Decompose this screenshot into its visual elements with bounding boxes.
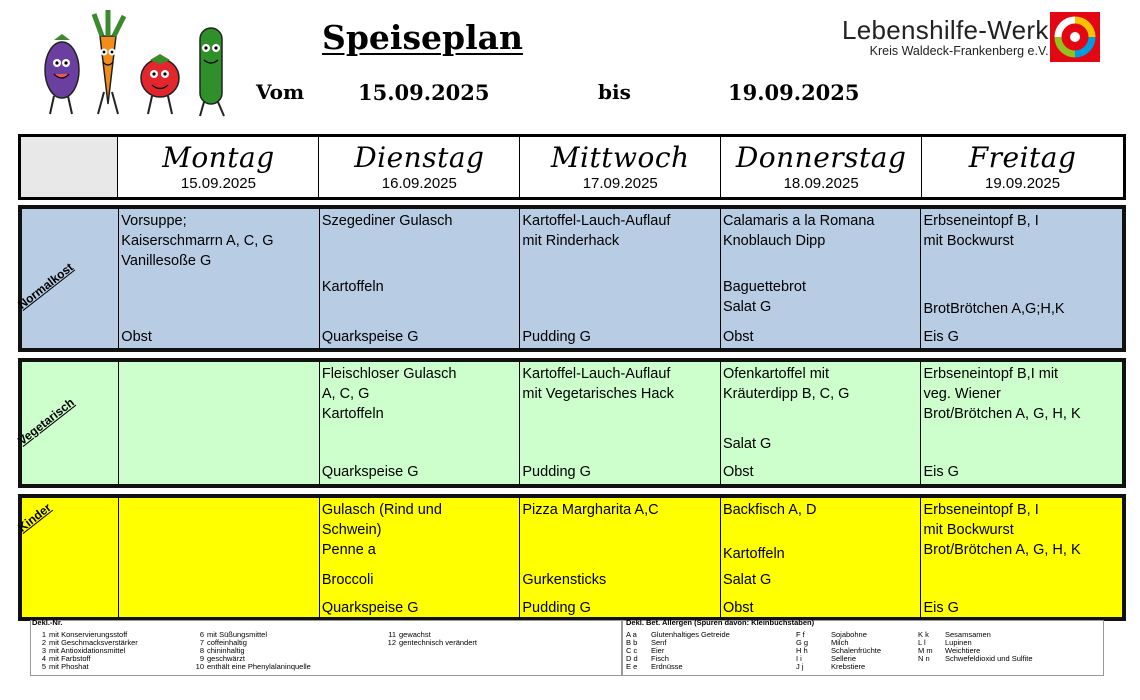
day-header-monday <box>118 137 319 197</box>
menu-line: Obst <box>722 464 754 480</box>
allergen-item <box>918 654 1033 664</box>
section-label: Kinder <box>15 499 54 535</box>
additive-text: mit Antioxidationsmittel <box>49 646 126 655</box>
allergen-text: Sesamsamen <box>945 630 991 639</box>
to-label: bis <box>598 80 631 104</box>
menu-cell-friday <box>921 209 1122 348</box>
organization-name: Lebenshilfe-Werk <box>842 15 1049 45</box>
menu-line: mit Bockwurst <box>923 233 1014 249</box>
menu-line: Kaiserschmarrn A, C, G <box>121 233 274 249</box>
menu-line: mit Bockwurst <box>923 522 1014 538</box>
organization-subtitle: Kreis Waldeck-Frankenberg e.V. <box>869 44 1049 58</box>
allergen-code: G g <box>796 638 809 647</box>
menu-cell-monday <box>119 498 320 617</box>
organization-logo-icon <box>1050 12 1100 62</box>
allergens-title: Dekl. Bet. Allergen (Spuren davon: Kleinbuchstaben) <box>626 618 815 627</box>
allergen-code: B b <box>626 638 638 647</box>
additives-title: Dekl.-Nr. <box>32 618 63 627</box>
additive-text: mit Farbstoff <box>49 654 91 663</box>
menu-line: Salat G <box>722 299 772 315</box>
menu-cell-thursday <box>721 362 922 484</box>
date-to: 19.09.2025 <box>728 80 860 105</box>
menu-line: Kartoffeln <box>321 279 384 295</box>
allergen-code: L l <box>918 638 926 647</box>
allergen-text: Eier <box>651 646 665 655</box>
menu-line: Penne a <box>321 542 376 558</box>
menu-line: Brot/Brötchen A, G, H, K <box>923 542 1081 558</box>
allergen-text: Milch <box>831 638 849 647</box>
menu-cell-monday <box>119 362 320 484</box>
menu-line: Vorsuppe; <box>121 213 187 229</box>
allergen-text: Schalenfrüchte <box>831 646 882 655</box>
menu-line: Eis G <box>923 329 959 345</box>
allergen-text: Fisch <box>651 654 669 663</box>
menu-line: Szegediner Gulasch <box>321 213 453 229</box>
day-date: 16.09.2025 <box>381 175 457 192</box>
allergen-code: H h <box>796 646 808 655</box>
menu-line: Salat G <box>722 436 772 452</box>
weekday-header-row <box>18 134 1126 200</box>
menu-section-normalkost <box>15 205 1126 352</box>
menu-line: Pudding G <box>522 600 591 616</box>
menu-cell-thursday <box>721 498 922 617</box>
day-header-friday <box>922 137 1123 197</box>
allergen-text: Erdnüsse <box>651 662 683 671</box>
additive-text: geschwärzt <box>207 654 245 663</box>
menu-section-vegetarisch <box>15 358 1126 488</box>
day-date: 15.09.2025 <box>180 175 256 192</box>
menu-cell-wednesday <box>520 498 721 617</box>
menu-line: mit Vegetarisches Hack <box>522 386 674 402</box>
allergen-code: A a <box>626 630 637 639</box>
additive-item <box>32 662 89 672</box>
allergen-text: Sojabohne <box>831 630 867 639</box>
menu-line: Erbseneintopf B,I mit <box>923 366 1059 382</box>
from-label: Vom <box>256 80 305 104</box>
allergen-code: N n <box>918 654 930 663</box>
menu-line: mit Rinderhack <box>522 233 620 249</box>
additive-number: 11 <box>388 630 396 639</box>
menu-line: Ofenkartoffel mit <box>722 366 830 382</box>
additive-number: 4 <box>41 654 46 663</box>
menu-line: Pudding G <box>522 464 591 480</box>
menu-cell-friday <box>921 498 1122 617</box>
day-name: Montag <box>162 141 275 174</box>
additive-text: mit Phoshat <box>49 662 89 671</box>
menu-line: Obst <box>722 329 754 345</box>
additive-number: 6 <box>199 630 204 639</box>
allergen-text: Schwefeldioxid und Sulfite <box>945 654 1033 663</box>
allergen-item <box>796 662 865 672</box>
day-name: Mittwoch <box>550 141 690 174</box>
day-name: Donnerstag <box>735 141 907 174</box>
menu-line: Gulasch (Rind und <box>321 502 442 518</box>
menu-line: Kartoffel-Lauch-Auflauf <box>522 213 671 229</box>
allergen-code: I i <box>796 654 802 663</box>
menu-line: Salat G <box>722 572 772 588</box>
additive-text: enthält eine Phenylalaninquelle <box>207 662 311 671</box>
menu-line: Pizza Margharita A,C <box>522 502 659 518</box>
additive-text: mit Konservierungsstoff <box>49 630 128 639</box>
day-date: 19.09.2025 <box>985 175 1061 192</box>
additive-number: 1 <box>41 630 46 639</box>
allergen-text: Senf <box>651 638 667 647</box>
menu-line: Obst <box>121 329 152 345</box>
menu-line: Quarkspeise G <box>321 329 419 345</box>
allergen-code: J j <box>796 662 804 671</box>
day-header-wednesday <box>520 137 721 197</box>
section-label: Vegetarisch <box>15 394 77 448</box>
section-label-cell <box>15 362 119 484</box>
allergen-code: M m <box>918 646 933 655</box>
allergen-text: Glutenhaltiges Getreide <box>651 630 730 639</box>
menu-line: Broccoli <box>321 572 374 588</box>
menu-line: Backfisch A, D <box>722 502 817 518</box>
menu-line: Brot/Brötchen A, G, H, K <box>923 406 1081 422</box>
menu-line: Gurkensticks <box>522 572 607 588</box>
header-corner-cell <box>21 137 118 197</box>
day-date: 18.09.2025 <box>783 175 859 192</box>
menu-cell-friday <box>921 362 1122 484</box>
menu-line: BrotBrötchen A,G;H,K <box>923 301 1065 317</box>
allergen-code: E e <box>626 662 638 671</box>
menu-line: Fleischloser Gulasch <box>321 366 457 382</box>
menu-cell-wednesday <box>520 209 721 348</box>
allergen-item <box>626 662 683 672</box>
additive-text: coffeinhaltig <box>207 638 247 647</box>
allergen-text: Lupinen <box>945 638 972 647</box>
additive-text: mit Süßungsmittel <box>207 630 268 639</box>
menu-cell-tuesday <box>320 362 521 484</box>
menu-line: Erbseneintopf B, I <box>923 213 1039 229</box>
additive-text: gewachst <box>399 630 431 639</box>
allergen-text: Weichtiere <box>945 646 981 655</box>
allergen-code: F f <box>796 630 805 639</box>
day-name: Freitag <box>968 141 1077 174</box>
section-label-cell <box>15 209 119 348</box>
allergen-additive-legend <box>30 618 1104 676</box>
additive-number: 2 <box>41 638 46 647</box>
allergen-code: C c <box>626 646 638 655</box>
allergen-text: Krebstiere <box>831 662 866 671</box>
day-header-thursday <box>721 137 922 197</box>
additive-item <box>382 638 477 648</box>
menu-line: Quarkspeise G <box>321 464 419 480</box>
additive-number: 8 <box>199 646 204 655</box>
allergen-text: Sellerie <box>831 654 857 663</box>
additive-number: 10 <box>195 662 204 671</box>
allergen-code: D d <box>626 654 638 663</box>
day-name: Dienstag <box>354 141 485 174</box>
menu-line: Kartoffel-Lauch-Auflauf <box>522 366 671 382</box>
allergen-code: K k <box>918 630 929 639</box>
date-from: 15.09.2025 <box>358 80 490 105</box>
vegetable-characters-illustration <box>32 8 252 120</box>
menu-cell-tuesday <box>320 498 521 617</box>
menu-cell-wednesday <box>520 362 721 484</box>
menu-line: Pudding G <box>522 329 591 345</box>
menu-line: veg. Wiener <box>923 386 1001 402</box>
menu-cell-monday <box>119 209 320 348</box>
additive-number: 5 <box>41 662 46 671</box>
additive-item <box>190 662 311 672</box>
menu-line: A, C, G <box>321 386 370 402</box>
menu-line: Baguettebrot <box>722 279 806 295</box>
day-date: 17.09.2025 <box>582 175 658 192</box>
additive-text: gentechnisch verändert <box>399 638 477 647</box>
day-header-tuesday <box>319 137 520 197</box>
additive-text: chininhaltig <box>207 646 245 655</box>
menu-line: Eis G <box>923 600 959 616</box>
menu-line: Calamaris a la Romana <box>722 213 875 229</box>
menu-line: Knoblauch Dipp <box>722 233 826 249</box>
menu-line: Vanillesoße G <box>121 253 212 269</box>
menu-line: Kartoffeln <box>722 546 785 562</box>
menu-line: Schwein) <box>321 522 382 538</box>
additive-number: 9 <box>199 654 204 663</box>
menu-cell-tuesday <box>320 209 521 348</box>
section-label-cell <box>15 498 119 617</box>
menu-cell-thursday <box>721 209 922 348</box>
organization-logo-text <box>842 16 1049 58</box>
section-label: Normalkost <box>15 259 76 312</box>
page-title: Speiseplan <box>322 18 523 57</box>
menu-line: Kartoffeln <box>321 406 384 422</box>
menu-line: Obst <box>722 600 754 616</box>
additive-number: 12 <box>387 638 396 647</box>
menu-line: Erbseneintopf B, I <box>923 502 1039 518</box>
menu-line: Kräuterdipp B, C, G <box>722 386 850 402</box>
menu-section-kinder <box>15 494 1126 621</box>
additive-number: 3 <box>41 646 46 655</box>
additive-number: 7 <box>199 638 204 647</box>
menu-line: Eis G <box>923 464 959 480</box>
additive-text: mit Geschmacksverstärker <box>49 638 138 647</box>
menu-line: Quarkspeise G <box>321 600 419 616</box>
